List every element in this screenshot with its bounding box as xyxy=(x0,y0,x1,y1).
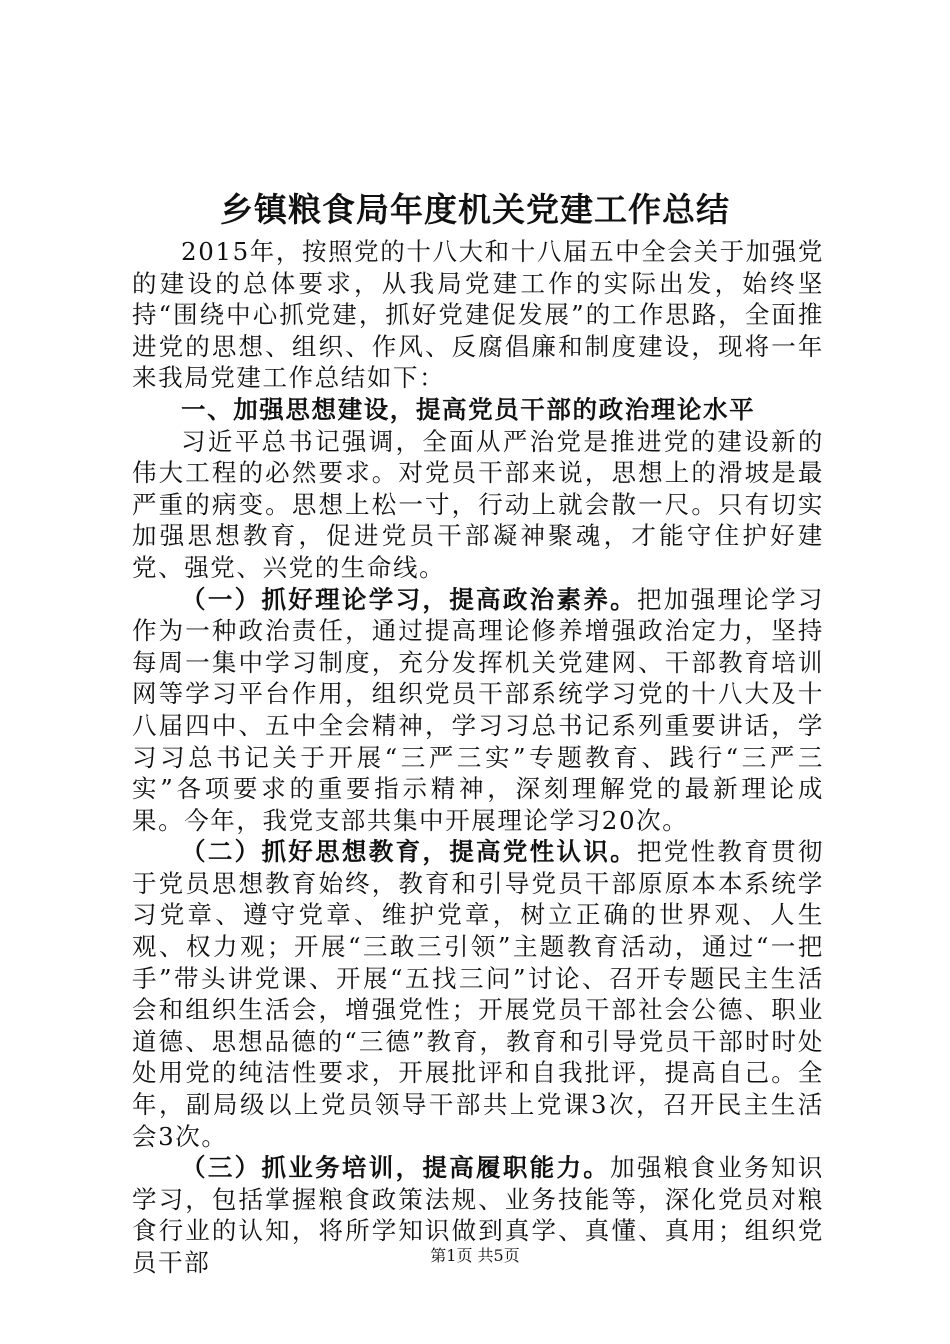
document-title: 乡镇粮食局年度机关党建工作总结 xyxy=(220,190,730,229)
section-1-paragraph: 习近平总书记强调，全面从严治党是推进党的建设新的伟大工程的必然要求。对党员干部来说，思想上的滑坡是最严重的病变。思想上松一寸，行动上就会散一尺。只有切实加强思想教育，促进党员干部凝神聚魂，才能守住护好建党、强党、兴党的生命线。 xyxy=(132,426,824,582)
item-2-text: 把党性教育贯彻于党员思想教育始终，教育和引导党员干部原原本本系统学习党章、遵守党章、维护党章，树立正确的世界观、人生观、权力观；开展“三敢三引领”主题教育活动，通过“一把手”带头讲党课、开展“五找三问”讨论、召开专题民主生活会和组织生活会，增强党性；开展党员干部社会公德、职业道德、思想品德的“三德”教育，教育和引导党员干部时时处处用党的纯洁性要求，开展批评和自我批评，提高自己。全年，副局级以上党员领导干部共上党课3次，召开民主生活会3次。 xyxy=(132,837,824,1151)
intro-paragraph: 2015年，按照党的十八大和十八届五中全会关于加强党的建设的总体要求，从我局党建工作的实际出发，始终坚持“围绕中心抓党建，抓好党建促发展”的工作思路，全面推进党的思想、组织、作风、反腐倡廉和制度建设，现将一年来我局党建工作总结如下： xyxy=(132,237,824,393)
item-2-paragraph xyxy=(132,836,824,1152)
item-3-text: 加强粮食业务知识学习，包括掌握粮食政策法规、业务技能等，深化党员对粮食行业的认知，将所学知识做到真学、真懂、真用；组织党员干部 xyxy=(132,1153,824,1277)
item-1-paragraph xyxy=(132,584,824,837)
item-2-lead: （二）抓好思想教育，提高党性认识。 xyxy=(181,837,637,867)
section-heading-1: 一、加强思想建设，提高党员干部的政治理论水平 xyxy=(181,394,756,424)
item-3-lead: （三）抓业务培训，提高履职能力。 xyxy=(181,1153,611,1183)
document-body xyxy=(132,236,824,1279)
item-1-text: 把加强理论学习作为一种政治责任，通过提高理论修养增强政治定力，坚持每周一集中学习制度，充分发挥机关党建网、干部教育培训网等学习平台作用，组织党员干部系统学习党的十八大及十八届四中、五中全会精神，学习习总书记系列重要讲话，学习习总书记关于开展“三严三实”专题教育、践行“三严三实”各项要求的重要指示精神，深刻理解党的最新理论成果。今年，我党支部共集中开展理论学习20次。 xyxy=(132,584,824,835)
page-number-footer: 第1页 共5页 xyxy=(430,1246,520,1265)
item-1-lead: （一）抓好理论学习，提高政治素养。 xyxy=(181,584,637,614)
